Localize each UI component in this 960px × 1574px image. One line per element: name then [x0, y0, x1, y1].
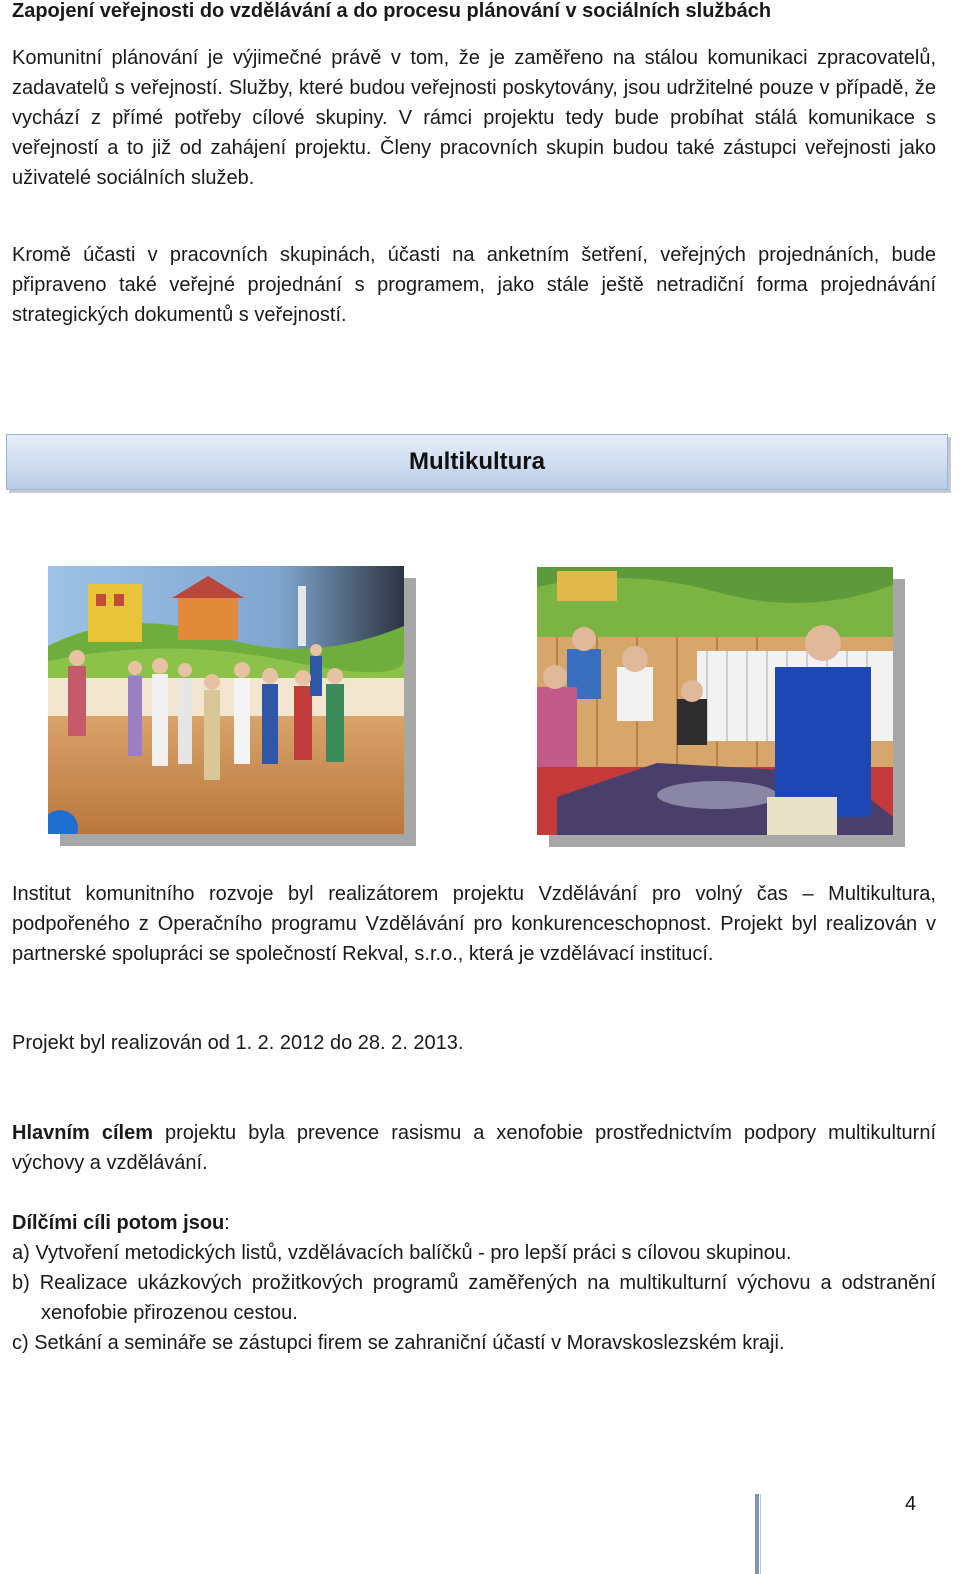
paragraph-public-participation: Kromě účasti v pracovních skupinách, účasti na anketním šetření, veřejných projednáních, bude připraveno také veřejné projednání s programem, jako stále ještě netradiční forma projednávání strategických dokumentů s veřejností.: [12, 244, 936, 326]
children-group-photo: [48, 566, 404, 834]
main-goal-label: Hlavním cílem: [12, 1122, 153, 1144]
subgoals-heading: [12, 1208, 936, 1238]
list-item: b) Realizace ukázkových prožitkových programů zaměřených na multikulturní výchovu a odstranění xenofobie přirozenou cestou.: [12, 1272, 936, 1324]
subgoals-colon: :: [224, 1212, 230, 1234]
subgoals-list: [12, 1238, 936, 1358]
footer-rule: [760, 1494, 761, 1574]
paragraph-main-goal: [12, 1118, 936, 1178]
list-item: c) Setkání a semináře se zástupci firem se zahraniční účastí v Moravskoslezském kraji.: [12, 1332, 785, 1354]
subgoals-label: Dílčími cíli potom jsou: [12, 1212, 225, 1234]
page-number: 4: [905, 1493, 917, 1515]
section-heading: Zapojení veřejnosti do vzdělávání a do procesu plánování v sociálních službách: [12, 0, 772, 22]
banner-title: Multikultura: [409, 448, 545, 475]
paragraph-community-planning: Komunitní plánování je výjimečné právě v tom, že je zaměřeno na stálou komunikaci zpracovatelů, zadavatelů s veřejností. Služby, které budou veřejnosti poskytovány, jsou udržitelné pouze v případě, že vychází z přímé potřeby cílové skupiny. V rámci projektu tedy bude probíhat stálá komunikace s veřejností a to již od zahájení projektu. Členy pracovních skupin budou také zástupci veřejnosti jako uživatelé sociálních služeb.: [12, 47, 936, 189]
main-goal-text: projektu byla prevence rasismu a xenofobie prostřednictvím podpory multikulturní výchovy a vzdělávání.: [12, 1122, 936, 1174]
multikultura-banner: [6, 434, 948, 490]
tea-ceremony-photo: [537, 567, 893, 835]
paragraph-project-description: Institut komunitního rozvoje byl realizátorem projektu Vzdělávání pro volný čas – Multikultura, podpořeného z Operačního programu Vzdělávání pro konkurenceschopnost. Projekt byl realizován v partnerské spolupráci se společností Rekval, s.r.o., která je vzdělávací institucí.: [12, 883, 936, 965]
footer-rule: [755, 1494, 759, 1574]
paragraph-project-dates: Projekt byl realizován od 1. 2. 2012 do 28. 2. 2013.: [12, 1032, 464, 1054]
list-item: a) Vytvoření metodických listů, vzdělávacích balíčků - pro lepší práci s cílovou skupinou.: [12, 1242, 792, 1264]
